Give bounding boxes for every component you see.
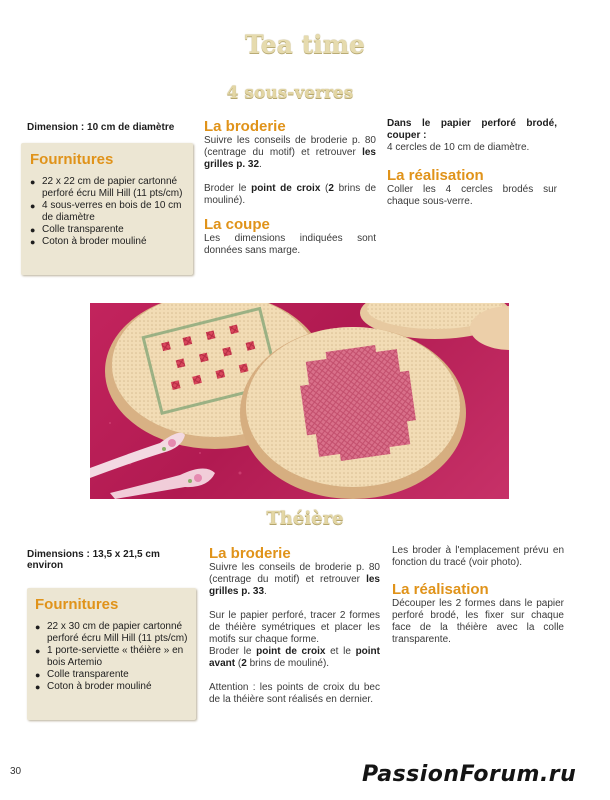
teapot-embroidery-title: La broderie bbox=[209, 545, 291, 562]
teapot-supplies-list bbox=[35, 621, 190, 693]
teapot-embroidery-text-2: Sur le papier perforé, tracer 2 formes de théière symétriques et placer les motifs sur chaque forme. bbox=[209, 610, 380, 645]
teapot-embroidery-text-4: Les broder à l'emplacement prévu en fonction du tracé (voir photo). bbox=[392, 545, 564, 568]
list-item: ● 22 x 30 cm de papier cartonné perforé écru Mill Hill (11 pts/cm) bbox=[35, 621, 190, 645]
page-subtitle: 4 sous-verres bbox=[226, 83, 354, 103]
coasters-supplies-title: Fournitures bbox=[30, 151, 114, 168]
coasters-realisation-text: Coller les 4 cercles brodés sur chaque sous-verre. bbox=[387, 184, 557, 207]
teapot-embroidery-text-3: Broder le point de croix et le point avant (2 brins de mouliné). bbox=[209, 646, 380, 669]
coasters-cut-lead: Dans le papier perforé brodé, couper : bbox=[387, 118, 557, 141]
teapot-title: Théière bbox=[266, 508, 344, 529]
watermark: PassionForum.ru bbox=[362, 762, 577, 787]
coasters-photo bbox=[90, 303, 509, 499]
list-item: ● 4 sous-verres en bois de 10 cm de diamètre bbox=[30, 200, 185, 224]
coasters-cut-title: La coupe bbox=[204, 216, 270, 233]
teapot-realisation-title: La réalisation bbox=[392, 581, 489, 598]
coasters-dimension: Dimension : 10 cm de diamètre bbox=[27, 122, 175, 133]
coasters-cut-text: Les dimensions indiquées sont données sans marge. bbox=[204, 233, 376, 256]
list-item: ● Colle transparente bbox=[35, 669, 190, 681]
coasters-supplies-box bbox=[21, 143, 193, 275]
list-item: ● Colle transparente bbox=[30, 224, 185, 236]
coasters-photo-illustration bbox=[90, 303, 509, 499]
page-number: 30 bbox=[10, 766, 22, 777]
coasters-embroidery bbox=[204, 118, 376, 257]
teapot-embroidery-text-1: Suivre les conseils de broderie p. 80 (centrage du motif) et retrouver les grilles p. 33. bbox=[209, 562, 380, 597]
teapot-right-column bbox=[392, 545, 564, 646]
teapot-embroidery-note: Attention : les points de croix du bec de la théière sont réalisés en dernier. bbox=[209, 682, 380, 705]
coasters-cut-dimension: 4 cercles de 10 cm de diamètre. bbox=[387, 142, 530, 153]
teapot-embroidery bbox=[209, 545, 380, 706]
coasters-embroidery-title: La broderie bbox=[204, 118, 286, 135]
list-item: ● Coton à broder mouliné bbox=[30, 236, 185, 248]
coasters-embroidery-text-1: Suivre les conseils de broderie p. 80 (centrage du motif) et retrouver les grilles p. 32. bbox=[204, 135, 376, 170]
teapot-supplies-title: Fournitures bbox=[35, 596, 119, 613]
page-title: Tea time bbox=[245, 30, 365, 59]
list-item: ● 1 porte-serviette « théière » en bois Artemio bbox=[35, 645, 190, 669]
teapot-dimension: Dimensions : 13,5 x 21,5 cm environ bbox=[27, 549, 160, 571]
coasters-realisation-title: La réalisation bbox=[387, 167, 484, 184]
teapot-realisation-text: Découper les 2 formes dans le papier perforé brodé, les fixer sur chaque face de la théière avec la colle transparente. bbox=[392, 598, 564, 645]
list-item: ● Coton à broder mouliné bbox=[35, 681, 190, 693]
list-item: ● 22 x 22 cm de papier cartonné perforé écru Mill Hill (11 pts/cm) bbox=[30, 176, 185, 200]
coasters-embroidery-text-2: Broder le point de croix (2 brins de mouliné). bbox=[204, 183, 377, 206]
coasters-supplies-list bbox=[30, 176, 185, 248]
coasters-right-column bbox=[387, 118, 557, 208]
teapot-supplies-box bbox=[27, 588, 196, 720]
